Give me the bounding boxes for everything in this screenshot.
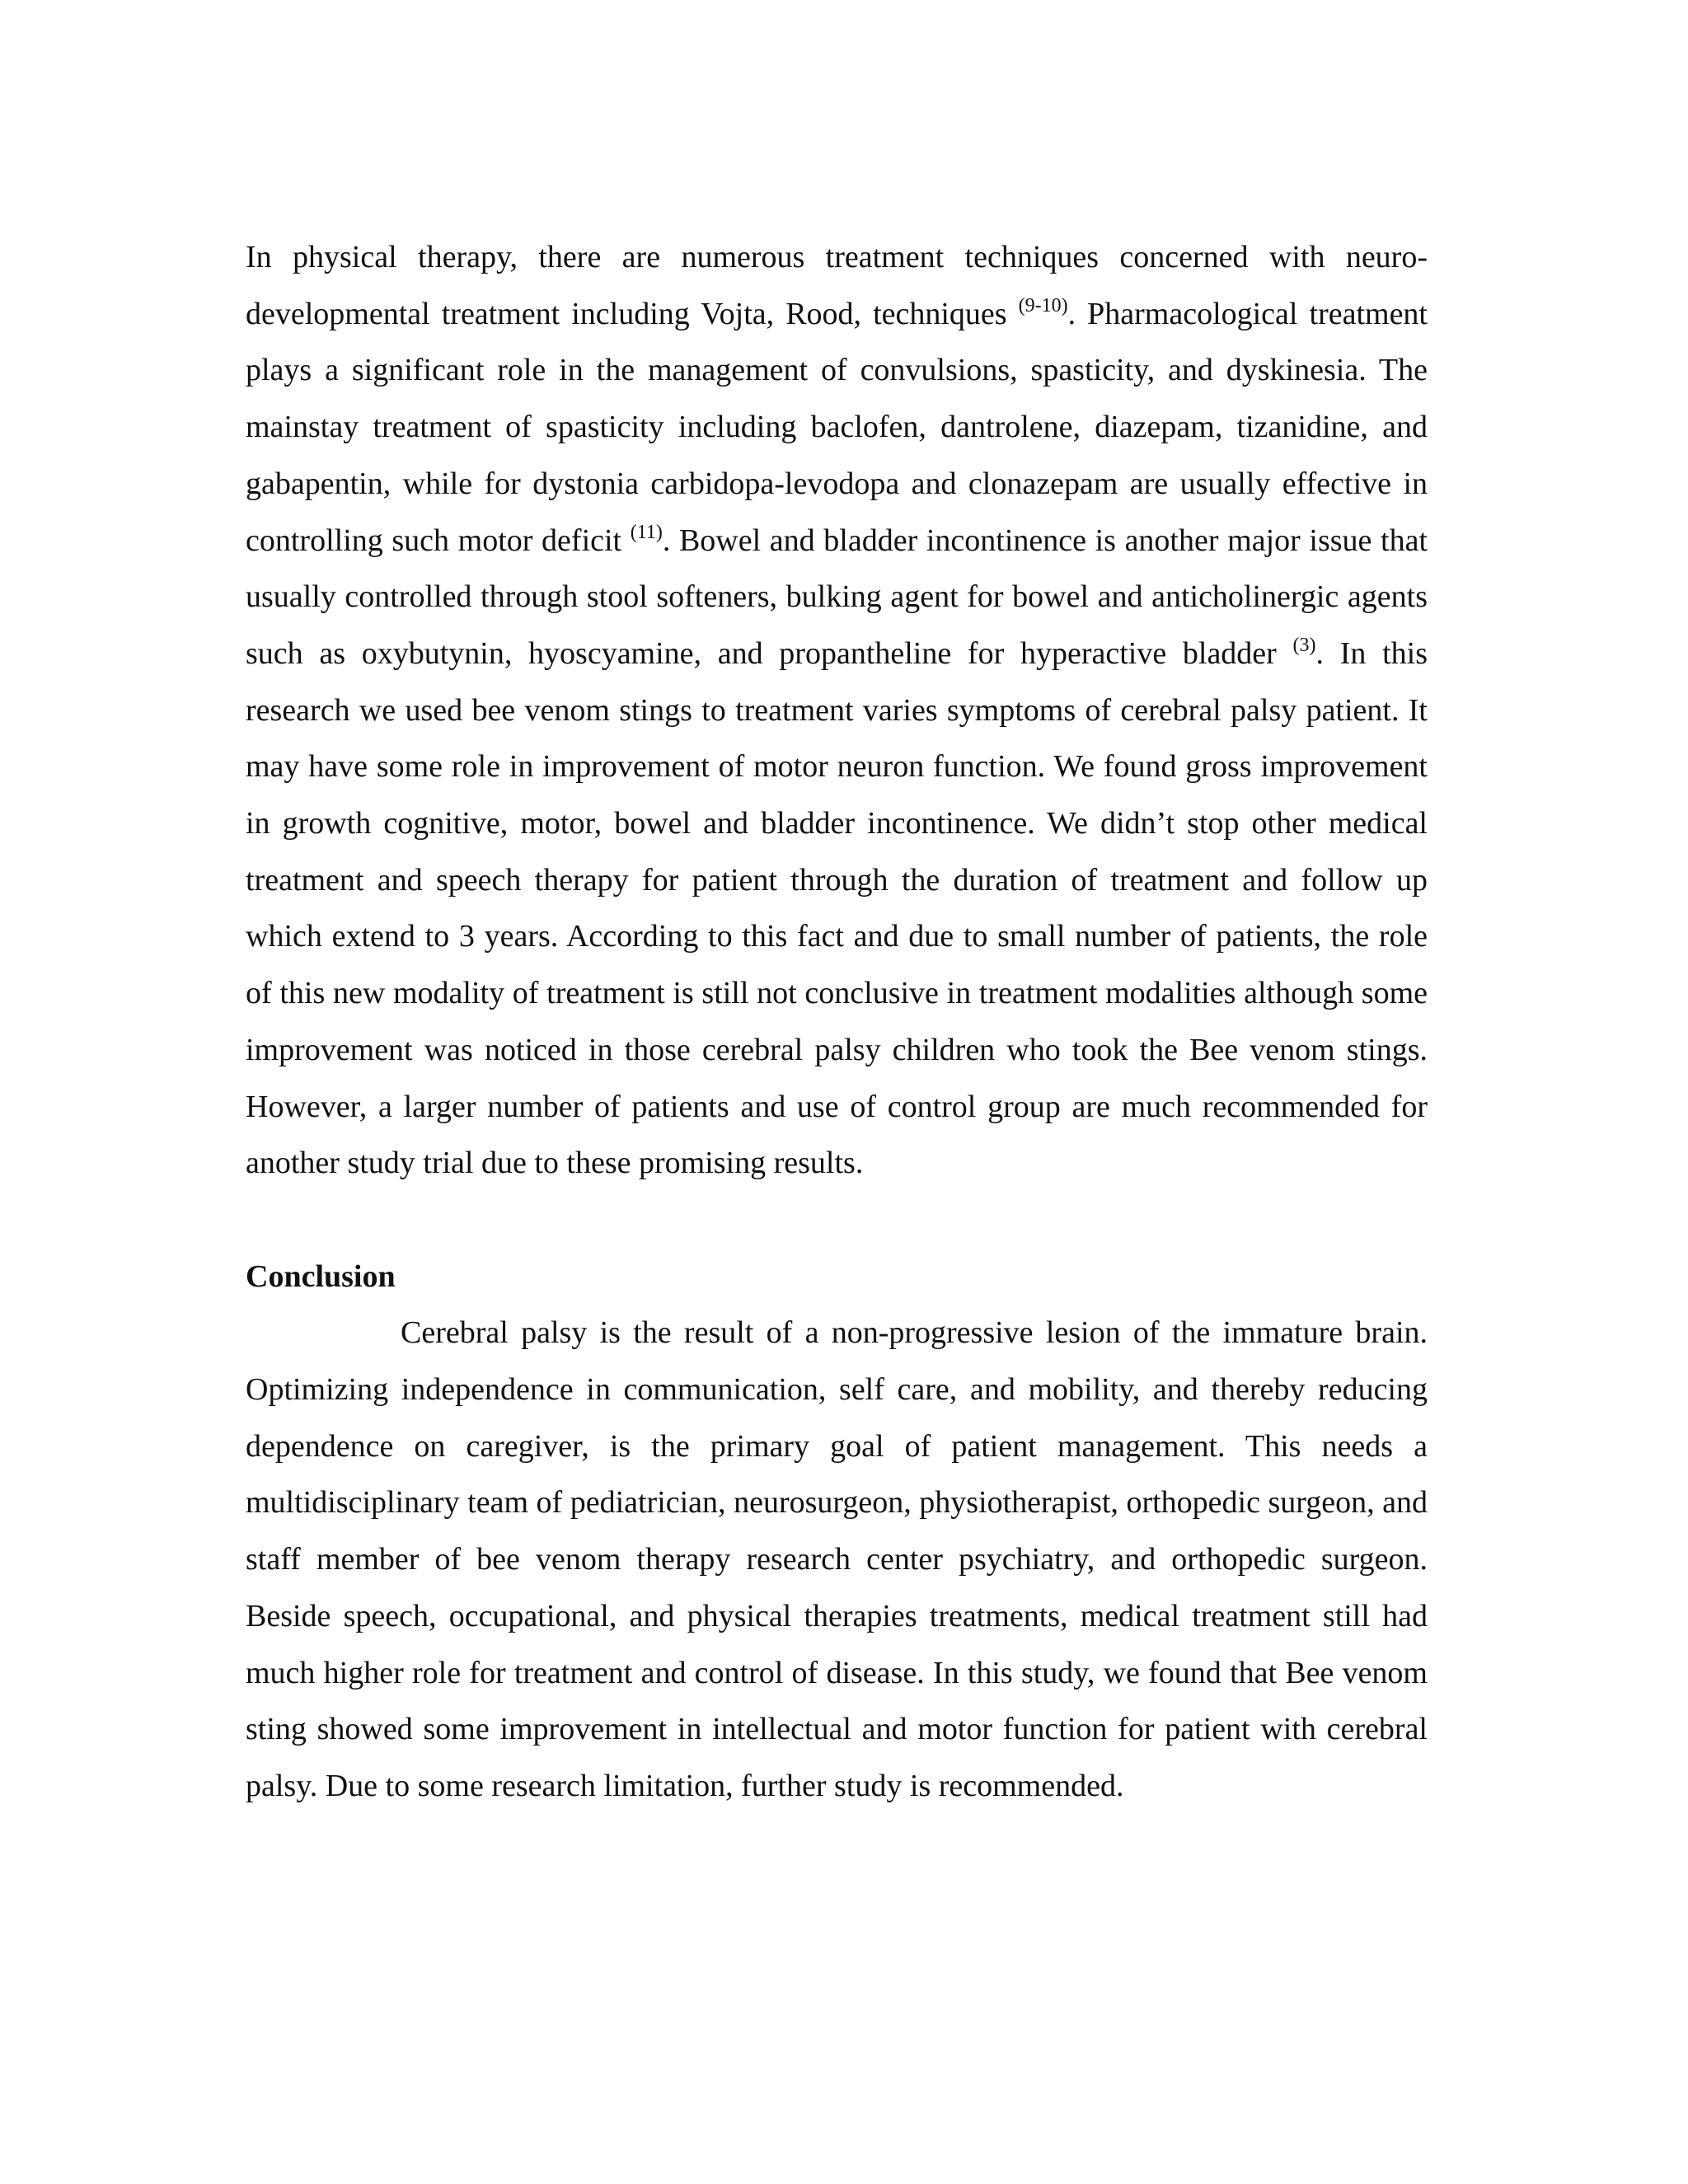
citation-superscript: (11) bbox=[630, 521, 663, 543]
paragraph-text-segment: . Pharmacological treatment plays a significant role in the management of convulsions, spasticity, and dyskinesia. The mainstay treatment of spasticity including baclofen, dantrolene, diazepam, tizanidine, and gabapentin, while for dystonia carbidopa-levodopa and clonazepam are usually effective in controlling such motor deficit bbox=[246, 296, 1428, 558]
discussion-paragraph bbox=[246, 229, 1428, 1192]
citation-superscript: (9-10) bbox=[1018, 294, 1068, 316]
citation-superscript: (3) bbox=[1292, 635, 1316, 657]
conclusion-heading: Conclusion bbox=[246, 1258, 396, 1294]
conclusion-paragraph: Cerebral palsy is the result of a non-progressive lesion of the immature brain. Optimizing independence in communication, self care, and mobility, and thereby reducing dependence on caregiver, is the primary goal of patient management. This needs a multidisciplinary team of pediatrician, neurosurgeon, physiotherapist, orthopedic surgeon, and staff member of bee venom therapy research center psychiatry, and orthopedic surgeon. Beside speech, occupational, and physical therapies treatments, medical treatment still had much higher role for treatment and control of disease. In this study, we found that Bee venom sting showed some improvement in intellectual and motor function for patient with cerebral palsy. Due to some research limitation, further study is recommended. bbox=[246, 1315, 1428, 1803]
paragraph-text-segment: In physical therapy, there are numerous treatment techniques concerned with neuro-developmental treatment including Vojta, Rood, techniques bbox=[246, 240, 1428, 331]
paragraph-text-segment: . In this research we used bee venom stings to treatment varies symptoms of cerebral palsy patient. It may have some role in improvement of motor neuron function. We found gross improvement in growth cognitive, motor, bowel and bladder incontinence. We didn’t stop other medical treatment and speech therapy for patient through the duration of treatment and follow up which extend to 3 years. According to this fact and due to small number of patients, the role of this new modality of treatment is still not conclusive in treatment modalities although some improvement was noticed in those cerebral palsy children who took the Bee venom stings. However, a larger number of patients and use of control group are much recommended for another study trial due to these promising results. bbox=[246, 635, 1428, 1181]
paragraph-text-segment: . Bowel and bladder incontinence is another major issue that usually controlled through stool softeners, bulking agent for bowel and anticholinergic agents such as oxybutynin, hyoscyamine, and propantheline for hyperactive bladder bbox=[246, 523, 1428, 671]
page-content bbox=[246, 229, 1428, 1815]
